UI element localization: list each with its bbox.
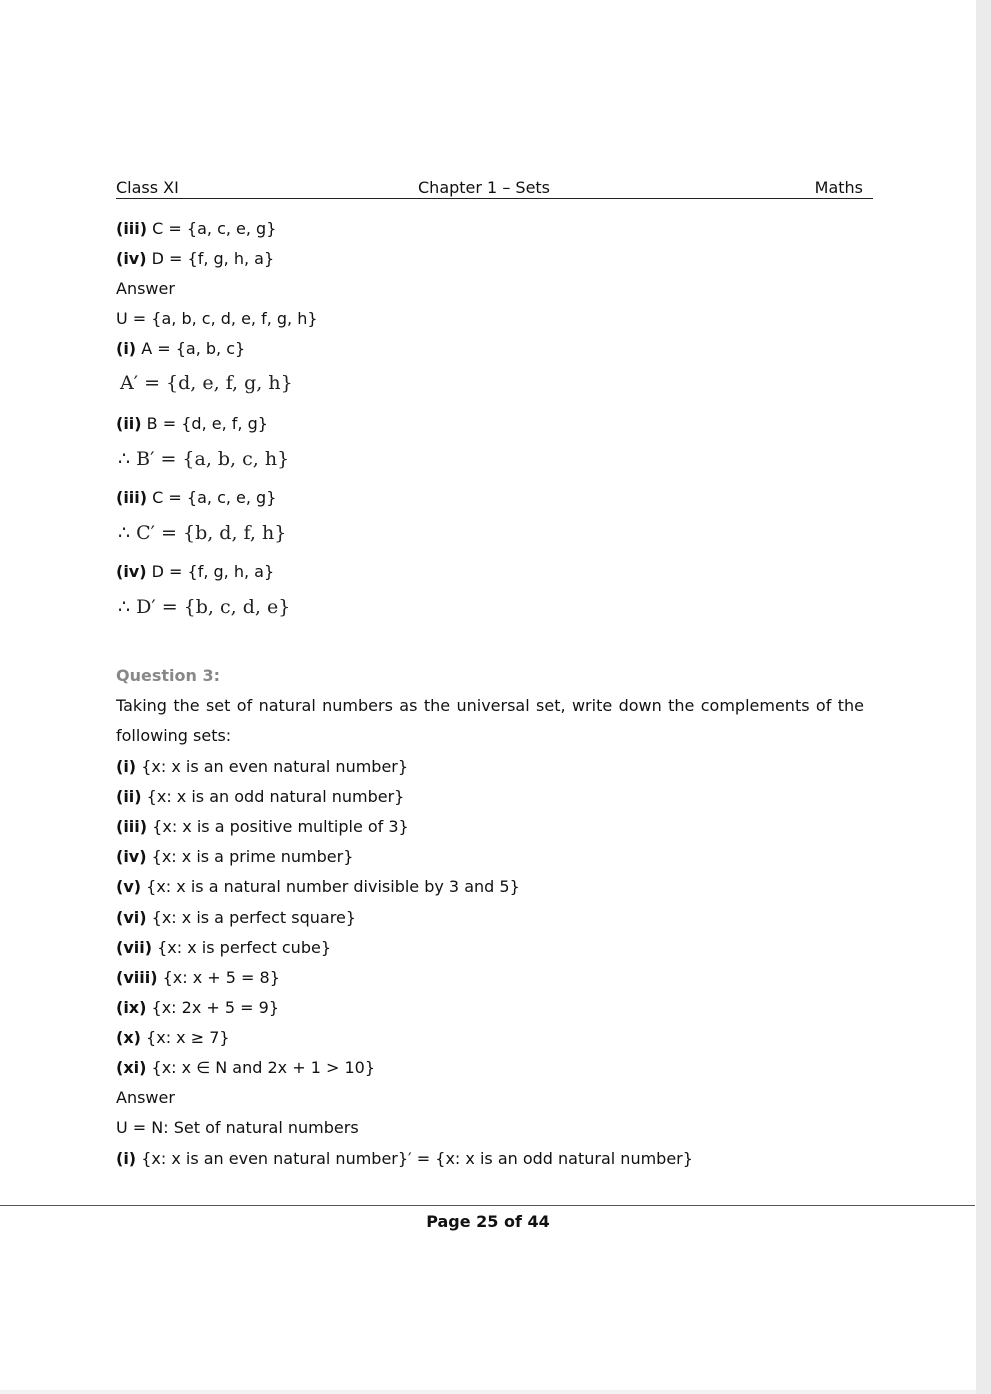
part-iii: (iii) C = {a, c, e, g} [116,488,277,507]
header-chapter: Chapter 1 – Sets [418,178,551,197]
question-text: Taking the set of natural numbers as the universal set, write down the complements of the following sets: [116,696,864,745]
complement-b: ∴ B′ = {a, b, c, h} [118,448,290,470]
set-item-iv: (iv) D = {f, g, h, a} [116,249,275,268]
question-item: (ix) {x: 2x + 5 = 9} [116,997,279,1017]
answer-item-i: (i) {x: x is an even natural number}′ = {x: x is an odd natural number} [116,1149,693,1168]
answer-label-2: Answer [116,1088,175,1107]
question-item: (v) {x: x is a natural number divisible by 3 and 5} [116,877,520,897]
complement-d: ∴ D′ = {b, c, d, e} [118,596,291,618]
question-item: (xi) {x: x ∈ N and 2x + 1 > 10} [116,1058,375,1077]
header-class: Class XI [116,178,179,197]
complement-a: A′ = {d, e, f, g, h} [120,372,293,394]
universal-set-2: U = N: Set of natural numbers [116,1118,359,1137]
universal-set: U = {a, b, c, d, e, f, g, h} [116,309,318,328]
page-edge [976,0,991,1394]
question-item: (i) {x: x is an even natural number} [116,757,409,776]
question-item: (vi) {x: x is a perfect square} [116,907,356,927]
question-item: (viii) {x: x + 5 = 8} [116,967,280,987]
part-iv: (iv) D = {f, g, h, a} [116,562,275,581]
header-subject: Maths [814,178,863,197]
question-item: (x) {x: x ≥ 7} [116,1027,230,1047]
question-title: Question 3: [116,666,220,685]
page-number: Page 25 of 44 [426,1212,550,1231]
part-i: (i) A = {a, b, c} [116,339,246,358]
question-item: (iii) {x: x is a positive multiple of 3} [116,817,409,837]
set-item-iii: (iii) C = {a, c, e, g} [116,219,277,238]
answer-label: Answer [116,279,175,298]
question-item: (vii) {x: x is perfect cube} [116,937,331,957]
footer-divider [0,1205,975,1206]
complement-c: ∴ C′ = {b, d, f, h} [118,522,287,544]
question-item: (iv) {x: x is a prime number} [116,847,354,867]
question-item: (ii) {x: x is an odd natural number} [116,787,405,807]
page-header [116,178,873,199]
part-ii: (ii) B = {d, e, f, g} [116,414,268,433]
